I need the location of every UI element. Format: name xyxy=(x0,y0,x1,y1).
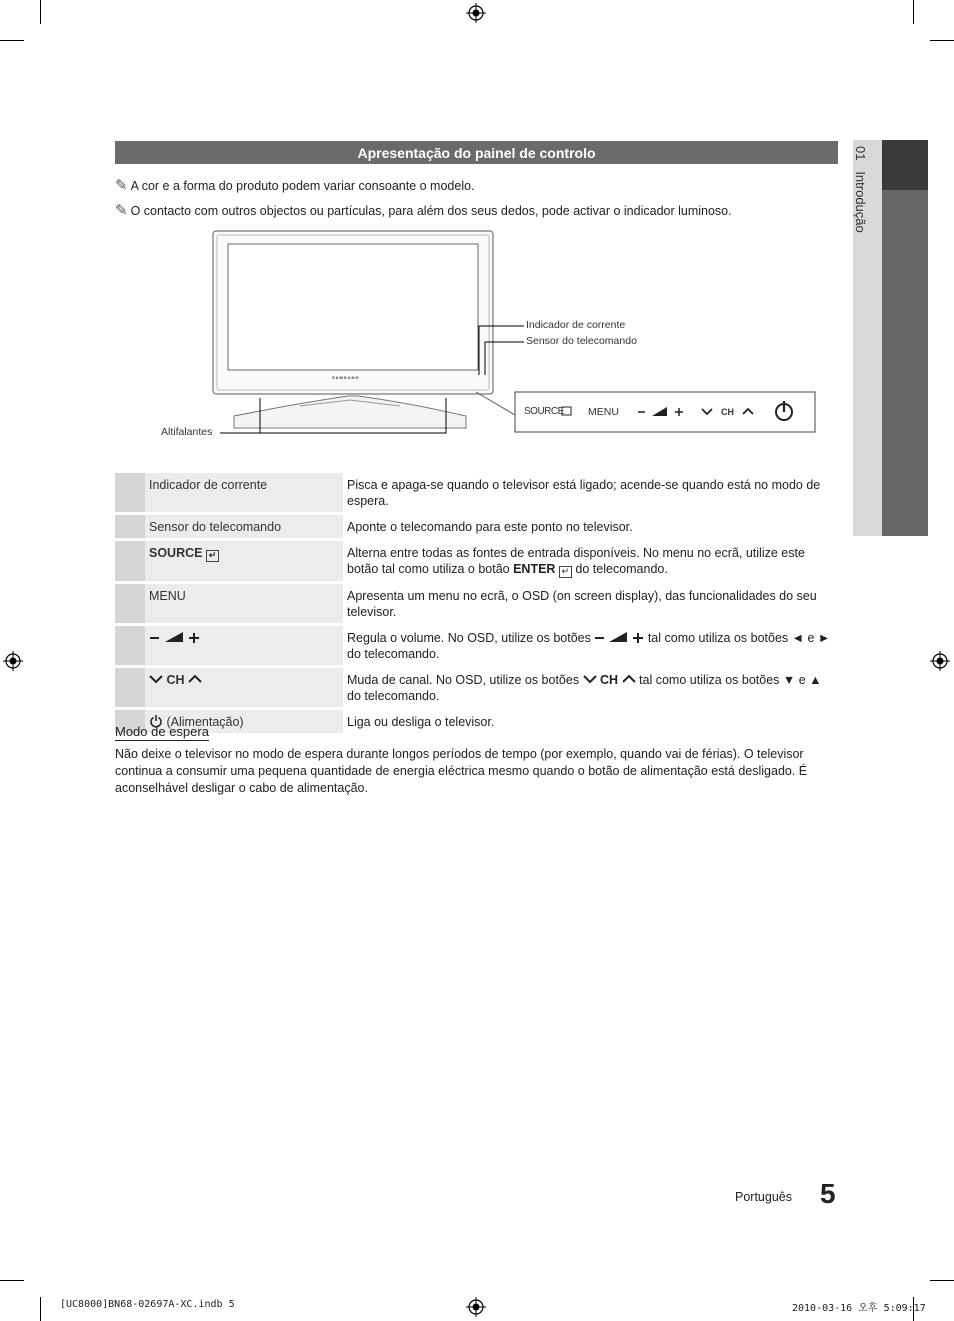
note: ✎ A cor e a forma do produto podem variar consoante o modelo. xyxy=(115,177,475,194)
crop-mark xyxy=(0,1280,24,1281)
registration-mark-icon xyxy=(466,1297,486,1317)
row-description: Liga ou desliga o televisor. xyxy=(343,710,839,733)
row-description: Muda de canal. No OSD, utilize os botões CH tal como utiliza os botões ▼ e ▲ do telecomando. xyxy=(343,668,839,707)
table-row xyxy=(115,626,839,665)
row-description: Alterna entre todas as fontes de entrada disponíveis. No menu no ecrã, utilize este botão tal como utiliza o botão ENTER ↵ do telecomando. xyxy=(343,541,839,581)
row-description: Pisca e apaga-se quando o televisor está ligado; acende-se quando está no modo de espera. xyxy=(343,473,839,512)
control-panel-table xyxy=(115,470,839,736)
pencil-note-icon: ✎ xyxy=(115,177,128,194)
volume-icon xyxy=(594,631,644,643)
chevron-down-icon xyxy=(149,674,163,684)
crop-mark xyxy=(930,1280,954,1281)
side-tab-label: 01 Introdução xyxy=(853,146,868,233)
callout-speakers: Altifalantes xyxy=(161,426,213,438)
enter-icon: ↵ xyxy=(206,550,219,562)
table-row xyxy=(115,710,839,733)
row-label: Sensor do telecomando xyxy=(145,515,343,538)
panel-menu-label: MENU xyxy=(588,406,619,418)
row-label: MENU xyxy=(145,584,343,623)
row-label: (Alimentação) xyxy=(145,710,343,733)
side-tab-bar xyxy=(882,140,928,536)
slug-file: [UC8000]BN68-02697A-XC.indb 5 xyxy=(60,1299,235,1310)
footer-language: Português xyxy=(735,1190,792,1204)
note: ✎ O contacto com outros objectos ou partículas, para além dos seus dedos, pode activar o indicador luminoso. xyxy=(115,202,732,219)
standby-title: Modo de espera xyxy=(115,724,209,739)
row-description: Regula o volume. No OSD, utilize os botões tal como utiliza os botões ◄ e ► do telecomando. xyxy=(343,626,839,665)
table-row xyxy=(115,515,839,538)
enter-icon: ↵ xyxy=(559,566,572,578)
section-title: Apresentação do painel de controlo xyxy=(115,141,838,164)
pencil-note-icon: ✎ xyxy=(115,202,128,219)
page-number: 5 xyxy=(820,1178,836,1209)
row-label xyxy=(145,626,343,665)
panel-source-label: SOURCE xyxy=(524,406,564,417)
callout-power-indicator: Indicador de corrente xyxy=(526,319,626,331)
standby-text: Não deixe o televisor no modo de espera durante longos períodos de tempo (por exemplo, quando vai de férias). O televisor continua a consumir uma pequena quantidade de energia eléctrica mesmo quando o botão de alimentação está desligado. É aconselhável desligar o cabo de alimentação. xyxy=(115,747,808,795)
registration-mark-icon xyxy=(466,3,486,23)
registration-mark-icon xyxy=(930,651,950,671)
row-label: SOURCE ↵ xyxy=(145,541,343,581)
crop-mark xyxy=(0,40,24,41)
registration-mark-icon xyxy=(3,651,23,671)
row-label: CH xyxy=(145,668,343,707)
volume-icon xyxy=(149,631,201,643)
table-row xyxy=(115,473,839,512)
table-row xyxy=(115,541,839,581)
row-label: Indicador de corrente xyxy=(145,473,343,512)
row-description: Aponte o telecomando para este ponto no televisor. xyxy=(343,515,839,538)
side-tab-marker xyxy=(882,140,928,190)
panel-ch-label: CH xyxy=(721,407,734,417)
crop-mark xyxy=(930,40,954,41)
table-row xyxy=(115,584,839,623)
crop-mark xyxy=(913,0,914,24)
chevron-down-icon xyxy=(583,674,597,684)
chevron-up-icon xyxy=(188,674,202,684)
chevron-up-icon xyxy=(622,674,636,684)
crop-mark xyxy=(40,0,41,24)
row-description: Apresenta um menu no ecrã, o OSD (on screen display), das funcionalidades do seu televisor. xyxy=(343,584,839,623)
brand-logo: SAMSUNG xyxy=(332,375,360,380)
table-row xyxy=(115,668,839,707)
slug-date: 2010-03-16 오후 5:09:17 xyxy=(792,1303,926,1314)
crop-mark xyxy=(40,1297,41,1321)
callout-remote-sensor: Sensor do telecomando xyxy=(526,335,637,347)
